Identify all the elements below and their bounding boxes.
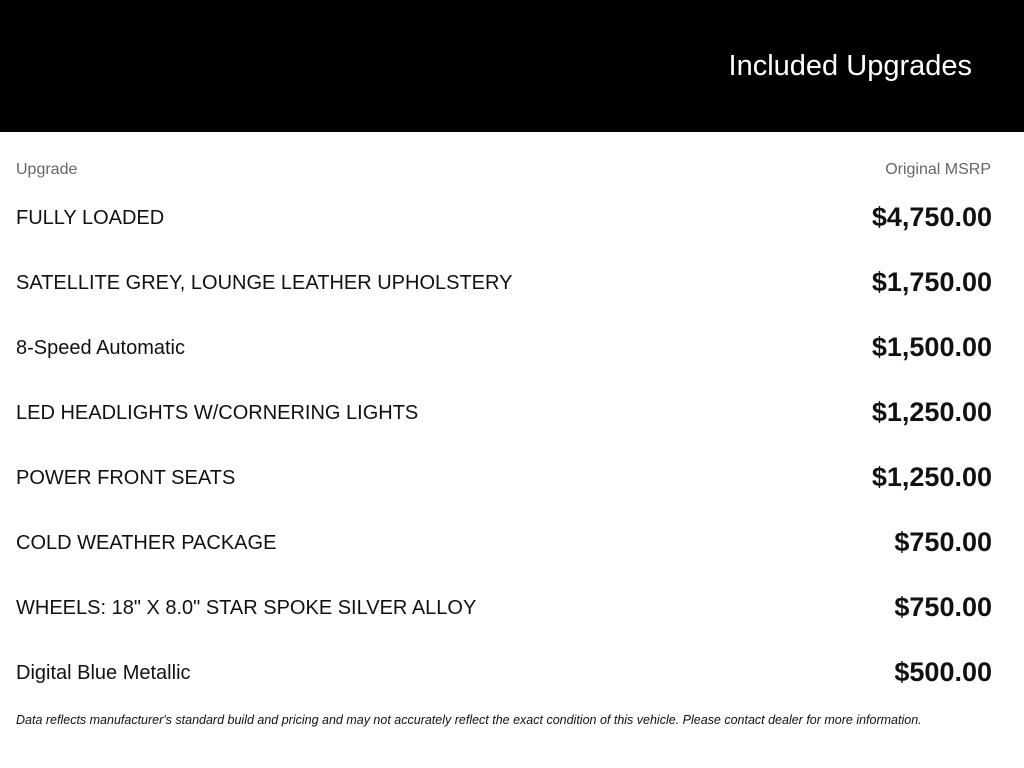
upgrade-price: $750.00 (894, 592, 992, 622)
upgrade-name: 8-Speed Automatic (16, 337, 185, 359)
upgrade-name: WHEELS: 18" X 8.0" STAR SPOKE SILVER ALLOY (16, 597, 477, 619)
upgrade-price: $1,250.00 (871, 397, 992, 427)
column-header-upgrade: Upgrade (16, 161, 78, 178)
upgrade-name: COLD WEATHER PACKAGE (16, 532, 277, 554)
table-row (16, 444, 992, 509)
upgrade-price: $750.00 (894, 527, 992, 557)
upgrade-price: $4,750.00 (871, 202, 992, 232)
disclaimer-text: Data reflects manufacturer's standard build and pricing and may not accurately reflect the exact condition of this vehicle. Please contact dealer for more information. (16, 713, 922, 727)
page-title: Included Upgrades (728, 50, 972, 82)
table-row (16, 509, 992, 574)
column-header-msrp: Original MSRP (885, 161, 991, 178)
upgrade-name: LED HEADLIGHTS W/CORNERING LIGHTS (16, 402, 419, 424)
table-header (16, 160, 992, 180)
table-row (16, 249, 992, 314)
upgrade-name: FULLY LOADED (16, 207, 165, 229)
header-banner (0, 0, 1024, 132)
upgrade-name: Digital Blue Metallic (16, 662, 191, 684)
table-row (16, 574, 992, 639)
table-body (16, 184, 992, 704)
table-row (16, 639, 992, 704)
table-row (16, 379, 992, 444)
upgrade-name: POWER FRONT SEATS (16, 467, 236, 489)
upgrade-price: $500.00 (894, 657, 992, 687)
upgrade-price: $1,750.00 (871, 267, 992, 297)
table-row (16, 314, 992, 379)
upgrade-name: SATELLITE GREY, LOUNGE LEATHER UPHOLSTERY (16, 272, 513, 294)
table-row (16, 184, 992, 249)
upgrade-price: $1,250.00 (871, 462, 992, 492)
upgrade-price: $1,500.00 (871, 332, 992, 362)
